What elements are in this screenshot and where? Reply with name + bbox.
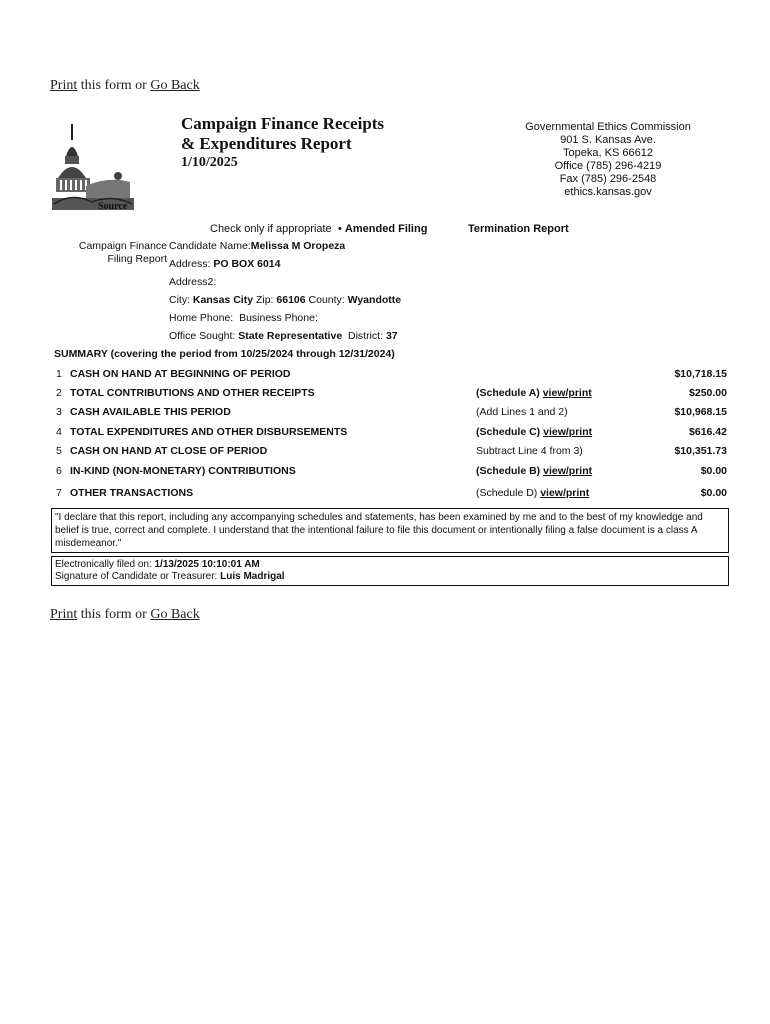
phone-line <box>169 312 318 324</box>
signature-box <box>51 556 729 586</box>
signer-line <box>55 571 725 583</box>
address-line <box>169 258 280 270</box>
declaration-statement: "I declare that this report, including any accompanying schedules and statements, has been examined by me and to the best of my knowledge and belief is true, correct and complete. I understand that the intentional failure to file this document or intentionally filing a false document is a class A misdemeanor." <box>51 508 729 553</box>
candidate-name: Melissa M Oropeza <box>250 240 346 252</box>
city-line <box>169 294 401 306</box>
summary-heading: SUMMARY (covering the period from 10/25/2024 through 12/31/2024) <box>54 348 395 360</box>
row-amount: $0.00 <box>700 465 727 477</box>
city-label: City: <box>169 294 190 306</box>
business-phone-label: Business Phone: <box>239 312 318 324</box>
row-number: 2 <box>56 387 62 399</box>
filed-on-line <box>55 559 725 571</box>
schedule-b-label: (Schedule B) <box>476 465 541 477</box>
district-value: 37 <box>385 330 398 342</box>
agency-name: Governmental Ethics Commission <box>525 121 691 133</box>
summary-row <box>54 387 730 403</box>
summary-row <box>54 368 730 384</box>
row-amount: $250.00 <box>689 387 727 399</box>
row-number: 5 <box>56 445 62 457</box>
go-back-link[interactable]: Go Back <box>150 607 200 622</box>
row-description: IN-KIND (NON-MONETARY) CONTRIBUTIONS <box>70 465 296 477</box>
nav-text: this form or <box>80 607 147 622</box>
bottom-nav <box>50 607 200 623</box>
row-description: CASH AVAILABLE THIS PERIOD <box>70 406 231 418</box>
schedule-a-view-print-link[interactable]: view/print <box>542 387 592 399</box>
row-amount: $10,718.15 <box>674 368 727 380</box>
zip-value: 66106 <box>276 294 306 306</box>
row-description: CASH ON HAND AT CLOSE OF PERIOD <box>70 445 268 457</box>
address2-label: Address2: <box>169 276 217 288</box>
row-reference <box>476 426 592 438</box>
summary-row <box>54 465 730 481</box>
city-value: Kansas City <box>192 294 254 306</box>
report-type-line1: Campaign Finance <box>78 240 167 252</box>
row-number: 6 <box>56 465 62 477</box>
agency-office-phone: Office (785) 296-4219 <box>554 160 662 172</box>
schedule-d-label: (Schedule D) <box>476 487 538 499</box>
summary-row <box>54 487 730 503</box>
report-type-line2: Filing Report <box>107 253 167 265</box>
office-label: Office Sought: <box>169 330 236 342</box>
row-description: TOTAL EXPENDITURES AND OTHER DISBURSEMENTS <box>70 426 348 438</box>
county-label: County: <box>308 294 345 306</box>
agency-address <box>514 121 702 199</box>
row-reference <box>476 465 592 477</box>
row-number: 7 <box>56 487 62 499</box>
summary-row <box>54 426 730 442</box>
amended-filing-label: Amended Filing <box>344 223 428 235</box>
amended-filing-option <box>338 223 427 235</box>
row-number: 3 <box>56 406 62 418</box>
nav-text: this form or <box>80 78 147 93</box>
agency-fax: Fax (785) 296-2548 <box>559 173 657 185</box>
row-reference <box>476 487 589 499</box>
termination-report-option <box>468 223 569 235</box>
row-number: 1 <box>56 368 62 380</box>
agency-street: 901 S. Kansas Ave. <box>560 134 656 146</box>
zip-label: Zip: <box>255 294 274 306</box>
schedule-b-view-print-link[interactable]: view/print <box>543 465 593 477</box>
check-prompt: Check only if appropriate <box>210 223 332 235</box>
row-description: CASH ON HAND AT BEGINNING OF PERIOD <box>70 368 291 380</box>
office-value: State Representative <box>238 330 343 342</box>
row-amount: $616.42 <box>689 426 727 438</box>
report-title-line2: & Expenditures Report <box>181 134 352 153</box>
seal-caption: Source <box>98 201 128 212</box>
address-label: Address: <box>169 258 211 270</box>
row-reference: (Add Lines 1 and 2) <box>476 406 568 418</box>
candidate-name-line <box>169 240 345 252</box>
candidate-name-label: Candidate Name: <box>169 240 251 252</box>
row-description: OTHER TRANSACTIONS <box>70 487 194 499</box>
row-reference: Subtract Line 4 from 3) <box>476 445 583 457</box>
checkbox-bullet-icon: • <box>338 223 342 235</box>
report-date: 1/10/2025 <box>181 155 238 170</box>
row-amount: $0.00 <box>700 487 727 499</box>
county-value: Wyandotte <box>347 294 402 306</box>
schedule-c-view-print-link[interactable]: view/print <box>543 426 593 438</box>
address2-line <box>169 276 216 288</box>
filed-on-label: Electronically filed on: <box>55 559 152 570</box>
print-link[interactable]: Print <box>50 78 78 93</box>
signer-name: Luis Madrigal <box>220 571 285 582</box>
summary-row <box>54 406 730 422</box>
row-number: 4 <box>56 426 62 438</box>
row-reference <box>476 387 592 399</box>
print-link[interactable]: Print <box>50 607 78 622</box>
filed-on-value: 1/13/2025 10:10:01 AM <box>154 559 260 570</box>
signer-label: Signature of Candidate or Treasurer: <box>55 571 218 582</box>
office-line <box>169 330 398 342</box>
agency-city: Topeka, KS 66612 <box>563 147 653 159</box>
schedule-d-view-print-link[interactable]: view/print <box>540 487 590 499</box>
row-amount: $10,968.15 <box>674 406 727 418</box>
termination-report-label: Termination Report <box>468 223 569 235</box>
go-back-link[interactable]: Go Back <box>150 78 200 93</box>
home-phone-label: Home Phone: <box>169 312 234 324</box>
district-label: District: <box>348 330 384 342</box>
report-title-line1: Campaign Finance Receipts <box>181 114 385 133</box>
summary-row <box>54 445 730 461</box>
schedule-c-label: (Schedule C) <box>476 426 541 438</box>
row-amount: $10,351.73 <box>674 445 727 457</box>
schedule-a-label: (Schedule A) <box>476 387 540 399</box>
address-value: PO BOX 6014 <box>213 258 281 270</box>
capitol-seal-icon <box>52 116 134 212</box>
row-description: TOTAL CONTRIBUTIONS AND OTHER RECEIPTS <box>70 387 315 399</box>
top-nav <box>50 78 200 94</box>
agency-website: ethics.kansas.gov <box>564 186 652 198</box>
